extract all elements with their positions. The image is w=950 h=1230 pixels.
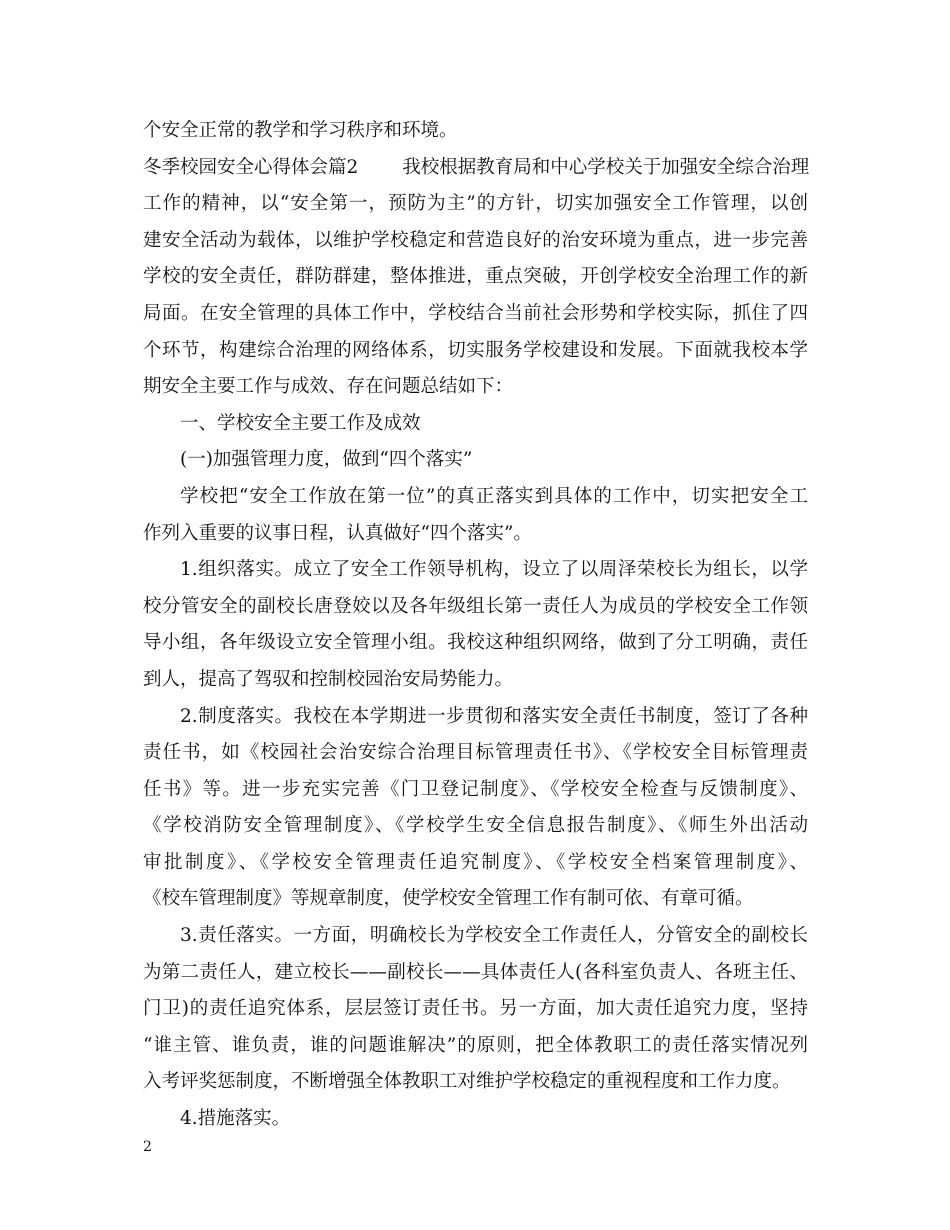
section-heading-line <box>143 150 808 187</box>
section-heading: 冬季校园安全心得体会篇2 <box>143 156 359 178</box>
body-line: 校分管安全的副校长唐登姣以及各年级组长第一责任人为成员的学校安全工作领 <box>143 595 808 617</box>
subheading: (一)加强管理力度，做到“四个落实” <box>180 449 473 471</box>
body-line: 个安全正常的教学和学习秩序和环境。 <box>143 120 458 141</box>
body-text: 我校根据教育局和中心学校关于加强安全综合治理 <box>402 156 810 178</box>
body-line: 2.制度落实。我校在本学期进一步贯彻和落实安全责任书制度，签订了各种 <box>180 705 808 727</box>
subheading: 一、学校安全主要工作及成效 <box>180 412 421 434</box>
body-line: 个环节，构建综合治理的网络体系，切实服务学校建设和发展。下面就我校本学 <box>143 339 808 361</box>
body-line: 局面。在安全管理的具体工作中，学校结合当前社会形势和学校实际，抓住了四 <box>143 302 808 324</box>
body-line: 为第二责任人，建立校长——副校长——具体责任人(各科室负责人、各班主任、 <box>143 961 808 983</box>
body-line: 责任书，如《校园社会治安综合治理目标管理责任书》、《学校安全目标管理责 <box>143 742 808 764</box>
body-line: 任书》等。进一步充实完善《门卫登记制度》、《学校安全检查与反馈制度》、 <box>143 778 808 800</box>
body-line: 《校车管理制度》等规章制度，使学校安全管理工作有制可依、有章可循。 <box>143 888 754 910</box>
body-line: 工作的精神，以“安全第一，预防为主”的方针，切实加强安全工作管理，以创 <box>143 193 808 215</box>
body-line: 审批制度》、《学校安全管理责任追究制度》、《学校安全档案管理制度》、 <box>143 851 808 873</box>
body-line: 门卫)的责任追究体系，层层签订责任书。另一方面，加大责任追究力度，坚持 <box>143 998 808 1020</box>
body-line: 《学校消防安全管理制度》、《学校学生安全信息报告制度》、《师生外出活动 <box>143 815 808 837</box>
body-line: 1.组织落实。成立了安全工作领导机构，设立了以周泽荣校长为组长，以学 <box>180 559 808 581</box>
body-line: 导小组，各年级设立安全管理小组。我校这种组织网络，做到了分工明确，责任 <box>143 632 808 654</box>
page-number: 2 <box>143 1139 152 1155</box>
body-line: 期安全主要工作与成效、存在问题总结如下： <box>143 376 514 398</box>
body-line: 作列入重要的议事日程，认真做好“四个落实”。 <box>143 522 532 544</box>
body-line: 学校把“安全工作放在第一位”的真正落实到具体的工作中，切实把安全工 <box>180 485 808 507</box>
body-line: 建安全活动为载体，以维护学校稳定和营造良好的治安环境为重点，进一步完善 <box>143 229 808 251</box>
body-line: “谁主管、谁负责，谁的问题谁解决”的原则，把全体教职工的责任落实情况列 <box>143 1034 808 1056</box>
body-line: 到人，提高了驾驭和控制校园治安局势能力。 <box>143 668 514 690</box>
document-body <box>143 113 808 1138</box>
body-line: 入考评奖惩制度，不断增强全体教职工对维护学校稳定的重视程度和工作力度。 <box>143 1071 791 1093</box>
body-line: 3.责任落实。一方面，明确校长为学校安全工作责任人，分管安全的副校长 <box>180 925 808 947</box>
body-line: 学校的安全责任，群防群建，整体推进，重点突破，开创学校安全治理工作的新 <box>143 266 808 288</box>
body-line: 4.措施落实。 <box>180 1108 291 1130</box>
